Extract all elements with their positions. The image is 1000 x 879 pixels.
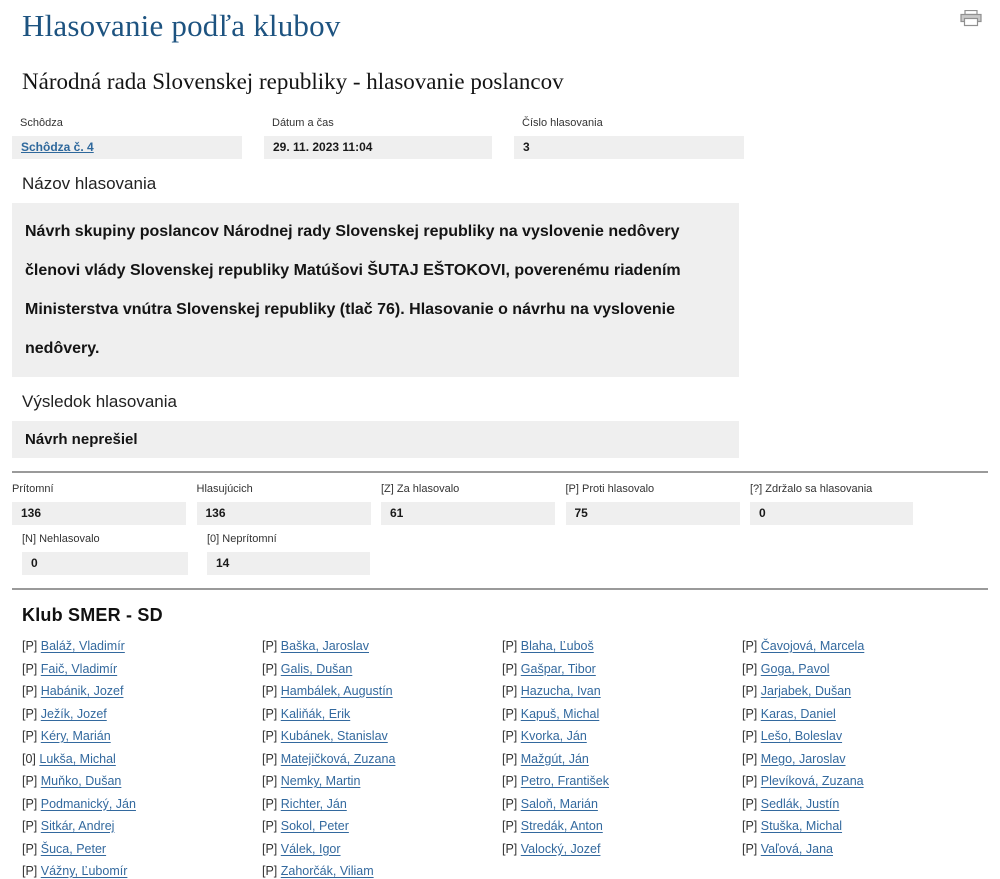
member-item — [262, 819, 502, 834]
member-link[interactable]: Baška, Jaroslav — [280, 639, 369, 653]
club-heading: Klub SMER - SD — [22, 605, 163, 625]
vote-name-text: Návrh skupiny poslancov Národnej rady Slovenskej republiky na vyslovenie nedôvery členovi vlády Slovenskej republiky Matúšovi ŠUTAJ EŠTOKOVI, poverenému riadením Ministerstva vnútra Slovenskej republiky (tlač 76). Hlasovanie o návrhu na vyslovenie nedôvery. — [12, 203, 739, 377]
datetime-value: 29. 11. 2023 11:04 — [264, 136, 492, 159]
member-link[interactable]: Blaha, Ľuboš — [520, 639, 594, 653]
stat-present — [12, 483, 197, 525]
vote-mark: [P] — [262, 864, 281, 878]
member-item — [502, 752, 742, 767]
schodza-label: Schôdza — [20, 117, 63, 129]
member-item — [742, 684, 982, 699]
member-link[interactable]: Jarjabek, Dušan — [760, 684, 852, 698]
vote-mark: [P] — [502, 796, 521, 811]
member-item — [742, 819, 982, 834]
vote-mark: [P] — [742, 841, 761, 856]
vote-mark: [P] — [502, 819, 521, 833]
member-item — [742, 842, 982, 857]
member-link[interactable]: Valocký, Jozef — [520, 841, 601, 856]
member-link[interactable]: Baláž, Vladimír — [40, 639, 125, 653]
member-item — [262, 774, 502, 789]
printer-icon — [960, 10, 982, 27]
member-link[interactable]: Gašpar, Tibor — [520, 661, 596, 676]
stat-absent — [207, 533, 392, 575]
member-item — [22, 797, 262, 812]
member-item — [22, 662, 262, 677]
vote-mark: [P] — [742, 684, 761, 698]
member-item — [742, 774, 982, 789]
vote-mark: [P] — [742, 751, 761, 766]
vote-mark: [P] — [262, 841, 281, 856]
member-link[interactable]: Sokol, Peter — [280, 819, 349, 833]
stat-absent-value: 14 — [207, 552, 370, 575]
vote-name-heading: Názov hlasovania — [22, 174, 157, 193]
member-item — [502, 684, 742, 699]
member-link[interactable]: Vaľová, Jana — [760, 841, 833, 856]
stat-against-label: [P] Proti hlasovalo — [565, 483, 655, 495]
result-heading: Výsledok hlasovania — [22, 392, 177, 411]
member-link[interactable]: Kaliňák, Erik — [280, 706, 351, 721]
vote-mark: [P] — [262, 774, 281, 788]
meta-field-schodza — [12, 117, 242, 159]
stat-against — [566, 483, 751, 525]
vote-mark: [P] — [502, 706, 521, 721]
stat-abstained-label: [?] Zdržalo sa hlasovania — [750, 483, 873, 495]
member-link[interactable]: Šuca, Peter — [40, 841, 107, 856]
member-item — [262, 752, 502, 767]
member-item — [742, 639, 982, 654]
member-item — [262, 797, 502, 812]
vote-mark: [P] — [262, 706, 281, 721]
vote-mark: [P] — [22, 774, 41, 788]
vote-mark: [P] — [502, 841, 521, 856]
stat-not-voting-value: 0 — [22, 552, 188, 575]
divider-bottom — [12, 588, 988, 590]
member-item — [22, 819, 262, 834]
meta-field-vote-number — [514, 117, 744, 159]
member-link[interactable]: Galis, Dušan — [280, 661, 353, 676]
vote-mark: [P] — [742, 774, 761, 788]
stat-against-value: 75 — [566, 502, 740, 525]
member-link[interactable]: Čavojová, Marcela — [760, 639, 865, 653]
vote-mark: [0] — [22, 751, 40, 766]
member-link[interactable]: Richter, Ján — [280, 796, 347, 811]
vote-mark: [P] — [22, 729, 41, 743]
member-link[interactable]: Ježík, Jozef — [40, 706, 107, 721]
member-link[interactable]: Mažgút, Ján — [520, 751, 589, 766]
member-link[interactable]: Lešo, Boleslav — [760, 729, 843, 743]
member-item — [502, 774, 742, 789]
vote-mark: [P] — [262, 796, 281, 811]
member-item — [22, 864, 262, 879]
member-item — [262, 684, 502, 699]
member-link[interactable]: Stuška, Michal — [760, 819, 843, 833]
vote-mark: [P] — [742, 661, 761, 676]
member-item — [262, 729, 502, 744]
stat-for — [381, 483, 566, 525]
page-title: Hlasovanie podľa klubov — [22, 8, 341, 43]
member-item — [262, 864, 502, 879]
member-link[interactable]: Saloň, Marián — [520, 796, 598, 811]
vote-mark: [P] — [502, 774, 521, 788]
stat-abstained — [750, 483, 935, 525]
member-item — [262, 662, 502, 677]
member-item — [22, 752, 262, 767]
vote-mark: [P] — [262, 751, 281, 766]
member-link[interactable]: Kéry, Marián — [40, 729, 111, 743]
vote-mark: [P] — [742, 796, 761, 811]
stat-voting-value: 136 — [197, 502, 371, 525]
member-link[interactable]: Petro, František — [520, 774, 609, 788]
divider-top — [12, 471, 988, 473]
member-item — [502, 729, 742, 744]
stat-for-value: 61 — [381, 502, 555, 525]
vote-mark: [P] — [502, 661, 521, 676]
member-link[interactable]: Hazucha, Ivan — [520, 684, 601, 698]
stat-for-label: [Z] Za hlasovalo — [381, 483, 460, 495]
stats-row-2 — [22, 533, 988, 575]
vote-mark: [P] — [742, 639, 761, 653]
vote-mark: [P] — [262, 661, 281, 676]
stats-row-1 — [12, 483, 988, 525]
vote-mark: [P] — [742, 819, 761, 833]
member-item — [742, 797, 982, 812]
member-item — [742, 662, 982, 677]
member-link[interactable]: Kvorka, Ján — [520, 729, 587, 743]
vote-mark: [P] — [742, 706, 761, 721]
vote-number-label: Číslo hlasovania — [522, 117, 603, 129]
page-subtitle: Národná rada Slovenskej republiky - hlasovanie poslancov — [22, 69, 564, 94]
member-item — [502, 797, 742, 812]
member-item — [22, 842, 262, 857]
vote-mark: [P] — [262, 639, 281, 653]
member-link[interactable]: Zahorčák, Viliam — [280, 864, 374, 878]
member-link[interactable]: Mego, Jaroslav — [760, 751, 846, 766]
stat-voting — [197, 483, 382, 525]
member-item — [22, 639, 262, 654]
member-item — [742, 729, 982, 744]
schodza-value-box — [12, 136, 242, 159]
member-item — [22, 729, 262, 744]
vote-mark: [P] — [262, 819, 281, 833]
member-item — [262, 639, 502, 654]
member-link[interactable]: Goga, Pavol — [760, 661, 830, 676]
vote-mark: [P] — [22, 864, 41, 878]
member-link[interactable]: Faič, Vladimír — [40, 661, 118, 676]
result-value: Návrh neprešiel — [12, 421, 739, 458]
vote-mark: [P] — [262, 729, 281, 743]
stat-voting-label: Hlasujúcich — [196, 483, 253, 495]
datetime-label: Dátum a čas — [272, 117, 334, 129]
meta-field-datetime — [264, 117, 492, 159]
member-link[interactable]: Hambálek, Augustín — [280, 684, 393, 698]
member-link[interactable]: Sitkár, Andrej — [40, 819, 115, 833]
print-button[interactable] — [960, 10, 982, 30]
member-item — [22, 684, 262, 699]
member-item — [742, 752, 982, 767]
vote-mark: [P] — [22, 841, 41, 856]
stat-present-value: 136 — [12, 502, 186, 525]
stat-abstained-value: 0 — [750, 502, 913, 525]
member-link[interactable]: Plevíková, Zuzana — [760, 774, 864, 788]
vote-mark: [P] — [22, 706, 41, 721]
member-grid — [22, 639, 988, 879]
member-link[interactable]: Stredák, Anton — [520, 819, 603, 833]
member-item — [262, 842, 502, 857]
vote-mark: [P] — [742, 729, 761, 743]
member-link[interactable]: Lukša, Michal — [39, 751, 116, 766]
stat-present-label: Prítomní — [12, 483, 54, 495]
member-item — [502, 639, 742, 654]
vote-number-value: 3 — [514, 136, 744, 159]
member-link[interactable]: Vážny, Ľubomír — [40, 864, 128, 878]
vote-mark: [P] — [502, 639, 521, 653]
vote-mark: [P] — [502, 684, 521, 698]
member-link[interactable]: Habánik, Jozef — [40, 684, 124, 698]
member-item — [262, 707, 502, 722]
vote-mark: [P] — [22, 819, 41, 833]
stat-not-voting — [22, 533, 207, 575]
vote-mark: [P] — [262, 684, 281, 698]
member-link[interactable]: Muňko, Dušan — [40, 774, 122, 788]
member-link[interactable]: Matejičková, Zuzana — [280, 751, 396, 766]
member-link[interactable]: Karas, Daniel — [760, 706, 836, 721]
member-link[interactable]: Kapuš, Michal — [520, 706, 600, 721]
vote-mark: [P] — [22, 661, 41, 676]
member-item — [22, 774, 262, 789]
member-item — [502, 819, 742, 834]
vote-mark: [P] — [502, 751, 521, 766]
member-link[interactable]: Kubánek, Stanislav — [280, 729, 388, 743]
schodza-link[interactable]: Schôdza č. 4 — [21, 140, 94, 154]
stat-absent-label: [0] Neprítomní — [207, 533, 277, 545]
vote-mark: [P] — [22, 796, 41, 811]
vote-mark: [P] — [22, 684, 41, 698]
meta-fields-row — [12, 117, 988, 159]
member-item — [742, 707, 982, 722]
member-item — [22, 707, 262, 722]
member-link[interactable]: Podmanický, Ján — [40, 796, 136, 811]
header — [12, 6, 988, 44]
member-link[interactable]: Nemky, Martin — [280, 774, 361, 788]
member-link[interactable]: Válek, Igor — [280, 841, 341, 856]
member-item — [502, 707, 742, 722]
member-link[interactable]: Sedlák, Justín — [760, 796, 840, 811]
member-item — [502, 662, 742, 677]
vote-mark: [P] — [22, 639, 41, 653]
member-item — [502, 842, 742, 857]
vote-mark: [P] — [502, 729, 521, 743]
stat-not-voting-label: [N] Nehlasovalo — [22, 533, 100, 545]
